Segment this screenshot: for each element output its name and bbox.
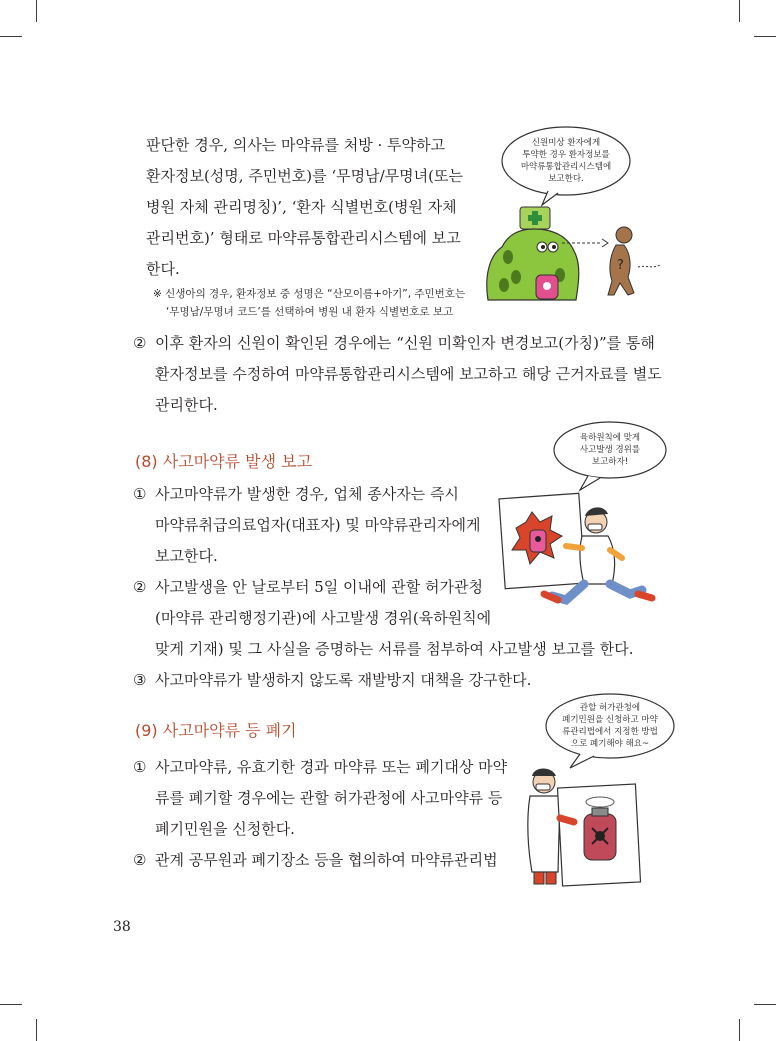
bubble-text: 육하원칙에 맞게 — [579, 433, 641, 443]
intro-line: 병원 자체 관리명칭)’, ‘환자 식별번호(병원 자체 — [146, 198, 457, 216]
intro-line: 한다. — [146, 260, 180, 278]
bubble-text: 보고하자! — [591, 457, 629, 467]
doctor-coat — [528, 796, 560, 872]
newborn-note-line: ‘무명남/무명녀 코드’를 선택하여 병원 내 환자 식별번호로 보고 — [166, 306, 454, 318]
bubble-text: 폐기민원을 신청하고 마약 — [562, 715, 658, 725]
item-line: 마약류취급의료업자(대표자) 및 마약류관리자에게 — [155, 516, 481, 534]
item-marker: ① — [133, 758, 147, 776]
crop-mark-bottom-right-h — [754, 1004, 776, 1005]
bubble-text: 사고발생 경위를 — [579, 445, 641, 455]
accident-report-illustration — [492, 418, 672, 618]
disposal-illustration — [520, 690, 680, 890]
bubble-text: 으로 폐기해야 해요~ — [570, 739, 650, 749]
item-line: 사고마약류가 발생하지 않도록 재발방지 대책을 강구한다. — [155, 671, 532, 689]
item-line: 보고한다. — [155, 547, 218, 565]
item-line: 류를 폐기할 경우에는 관할 허가관청에 사고마약류 등 — [155, 789, 503, 807]
crop-mark-bottom-left-v — [36, 1019, 37, 1041]
item-line: 사고마약류가 발생한 경우, 업체 종사자는 즉시 — [155, 485, 459, 503]
item-line: 맞게 기재) 및 그 사실을 증명하는 서류를 첨부하여 사고발생 보고를 한다. — [155, 640, 634, 658]
item-marker: ① — [133, 485, 147, 503]
intro-line: 관리번호)’ 형태로 마약류통합관리시스템에 보고 — [146, 229, 461, 247]
crop-mark-top-right-h — [754, 36, 776, 37]
item-line: (마약류 관리행정기관)에 사고발생 경위(육하원칙에 — [155, 609, 492, 627]
item-line: 폐기민원을 신청한다. — [155, 820, 295, 838]
section-9-heading: (9) 사고마약류 등 폐기 — [135, 721, 297, 740]
item-marker: ② — [133, 851, 147, 869]
bubble-text: 신원미상 환자에게 — [531, 138, 601, 148]
newborn-note-line: ※ 신생아의 경우, 환자정보 중 성명은 “산모이름+아기”, 주민번호는 — [153, 288, 466, 300]
intro-line: 환자정보(성명, 주민번호)를 ‘무명남/무명녀(또는 — [146, 167, 463, 185]
item-line: 환자정보를 수정하여 마약류통합관리시스템에 보고하고 해당 근거자료를 별도 — [155, 365, 662, 383]
question-mark-icon: ? — [617, 258, 624, 273]
intro-line: 판단한 경우, 의사는 마약류를 처방 · 투약하고 — [146, 136, 445, 154]
item-marker: ③ — [133, 671, 147, 689]
item-line: 사고마약류, 유효기한 경과 마약류 또는 폐기대상 마약 — [155, 758, 508, 776]
doctor-coat — [580, 536, 615, 584]
crop-mark-top-left-v — [36, 0, 37, 22]
bubble-text: 투약한 경우 환자정보를 — [522, 150, 610, 160]
hospital-illustration — [478, 125, 678, 315]
item-marker: ② — [133, 578, 147, 596]
item-line: 관리한다. — [155, 396, 218, 414]
section-8-heading: (8) 사고마약류 발생 보고 — [135, 452, 313, 471]
item-line: 이후 환자의 신원이 확인된 경우에는 “신원 미확인자 변경보고(가칭)”를 통해 — [155, 334, 655, 352]
patient-head — [616, 227, 632, 243]
crop-mark-bottom-left-h — [0, 1004, 22, 1005]
crop-mark-top-left-h — [0, 36, 22, 37]
page-number: 38 — [113, 919, 131, 935]
bubble-text: 류관리법에서 지정한 방법 — [562, 727, 658, 737]
crop-mark-bottom-right-v — [739, 1019, 740, 1041]
bubble-text: 보고한다. — [548, 174, 584, 184]
bubble-text: 마약류통합관리시스템에 — [520, 162, 612, 172]
item-marker: ② — [133, 334, 147, 352]
crop-mark-top-right-v — [739, 0, 740, 22]
bubble-text: 관할 허가관청에 — [579, 703, 641, 713]
item-line: 사고발생을 안 날로부터 5일 이내에 관할 허가관청 — [155, 578, 483, 596]
item-line: 관계 공무원과 폐기장소 등을 협의하여 마약류관리법 — [155, 851, 498, 869]
